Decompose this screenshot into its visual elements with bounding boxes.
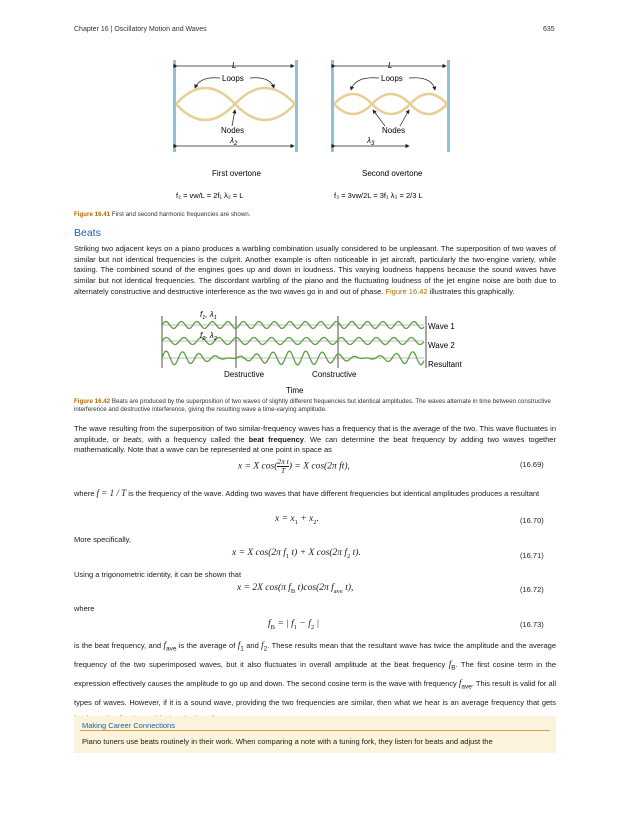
paragraph-beats-intro: Striking two adjacent keys on a piano produces a warbling combination usually considered to be unpleasant. The superposition of two waves of similar but not identical frequencies is the culprit. Another example is often noticeable in jet aircraft, particularly the two-engine variety, while taxiing. The combined sound of the engines goes up and down in loudness. This varying loudness happens because the sound waves have similar but not identical frequencies. The discordant warbling of the piano and the fluctuating loudness of the jet engine noise are both due to alternately constructive and destructive interference as the two waves go in and out of phase. Figure 16.42 illustrates this graphically. xyxy=(74,244,556,296)
fig41-left-nodes: Nodes xyxy=(221,126,245,135)
f2-sub: 2 xyxy=(202,336,206,342)
career-box-divider xyxy=(80,730,550,731)
fig41-left-lambda-sub: 2 xyxy=(233,141,238,147)
career-box-title: Making Career Connections xyxy=(82,721,175,730)
fig41-right-loops: Loops xyxy=(381,74,403,83)
page-number: 635 xyxy=(543,26,555,33)
figure-16-42 xyxy=(158,308,478,396)
fig41-left-L: L xyxy=(232,61,237,70)
time-label: Time xyxy=(286,386,304,395)
fig41-right-L: L xyxy=(388,61,393,70)
caption-label: Figure 16.41 xyxy=(74,211,111,218)
figure-16-41-caption xyxy=(74,211,556,219)
svg-text:f1, λ1: $f_1$, $\lambda_1$ xyxy=(200,310,217,321)
svg-text:λ3 xyxy=(366,136,375,147)
l1-label: λ xyxy=(209,310,214,319)
career-box-body: Piano tuners use beats routinely in their work. When comparing a note with a tuning fork, they listen for beats and adjust the xyxy=(82,737,493,746)
wave-2-label: Wave 2 xyxy=(428,341,455,350)
f2-label: f xyxy=(200,331,203,340)
constructive-label: Constructive xyxy=(312,370,357,379)
fig41-left-loops: Loops xyxy=(222,74,244,83)
caption-text: Beats are produced by the superposition of two waves of slightly different frequencies but identical amplitudes. The waves alternate in time between constructive interference and destructive interference, giving the resulting wave a time-varying amplitude. xyxy=(74,398,551,414)
fig41-right-formula: f₃ = 3vw/2L = 3f₁ λ₃ = 2/3 L xyxy=(334,191,423,200)
caption-label: Figure 16.42 xyxy=(74,398,111,405)
l1-sub: 1 xyxy=(213,315,217,321)
equation-16-73: $f_B$ = | $f_1 - f_2$ | xyxy=(268,619,320,631)
figure-link[interactable]: Figure 16.42 xyxy=(385,286,428,296)
paragraph-where-frequency: where f = 1 / T is the frequency of the wave. Adding two waves that have different frequencies but identical amplitudes produces a resultant xyxy=(74,488,540,498)
equation-16-71: x = X cos(2π $f_1$ t) + X cos(2π $f_2$ t). xyxy=(232,548,361,560)
resultant-label: Resultant xyxy=(428,360,462,369)
text-more-specifically: More specifically, xyxy=(74,535,131,544)
career-connections-box xyxy=(74,716,556,753)
l2-sub: 2 xyxy=(213,336,217,342)
caption-text: First and second harmonic frequencies are shown. xyxy=(110,211,251,218)
f1-label: f xyxy=(200,310,203,319)
fig41-right-lambda: λ xyxy=(367,136,371,145)
text-where: where xyxy=(74,604,95,613)
fig41-left-formula: f₂ = vw/L = 2f₁ λ₂ = L xyxy=(176,191,244,200)
equation-number-16-70: (16.70) xyxy=(520,516,544,525)
fig41-left-title: First overtone xyxy=(212,169,261,178)
fig41-right-lambda-sub: 3 xyxy=(370,141,375,147)
wave-1-label: Wave 1 xyxy=(428,322,455,331)
equation-number-16-69: (16.69) xyxy=(520,460,544,469)
running-header: Chapter 16 | Oscillatory Motion and Waves xyxy=(74,26,207,33)
destructive-label: Destructive xyxy=(224,370,265,379)
equation-16-70: $x = x_1 + x_2$. xyxy=(275,514,319,526)
fig41-left-lambda: λ xyxy=(230,136,234,145)
equation-16-72: x = 2X cos(π $f_B$ t)cos(2π $f_{ave}$ t), xyxy=(237,583,354,595)
paragraph-beat-explanation: is the beat frequency, and $f_{ave}$ is the average of $f_1$ and $f_2$. These results mean that the resultant wave has twice the amplitude and the average frequency of the two superimposed waves, but it also fluctuates in overall amplitude at the beat frequency $f_B$. The first cosine term in the expression effectively causes the amplitude to go up and down. The second cosine term is the wave with frequency $f_{ave}$. This result is valid for all types of waves. However, if it is a sound wave, providing the two frequencies are similar, then what we hear is an average frequency that gets xyxy=(74,640,556,707)
equation-number-16-72: (16.72) xyxy=(520,585,544,594)
equation-number-16-73: (16.73) xyxy=(520,620,544,629)
figure-16-41 xyxy=(150,50,480,210)
text-trig-identity: Using a trigonometric identity, it can be shown that xyxy=(74,570,242,579)
svg-text:λ2 xyxy=(229,136,238,147)
equation-16-69: x = X cos( $\frac{\text{2π t}}{T}$ ) = X cos(2π ft), xyxy=(238,457,350,475)
figure-16-42-caption xyxy=(74,398,556,415)
fig41-right-title: Second overtone xyxy=(362,169,423,178)
svg-text:f2, λ2: $f_2$, $\lambda_2$ xyxy=(200,331,217,342)
fig41-right-nodes: Nodes xyxy=(382,126,406,135)
f1-sub: 1 xyxy=(202,315,206,321)
l2-label: λ xyxy=(209,331,214,340)
equation-number-16-71: (16.71) xyxy=(520,551,544,560)
section-title: Beats xyxy=(74,227,101,239)
paragraph-beat-frequency: The wave resulting from the superposition of two similar-frequency waves has a frequency that is the average of the two. This wave fluctuates in amplitude, or beats, with a frequency called the beat frequency. We can determine the beat frequency by adding two waves together mathematically. Note that a wave can be represented at one point in space as xyxy=(74,424,556,455)
